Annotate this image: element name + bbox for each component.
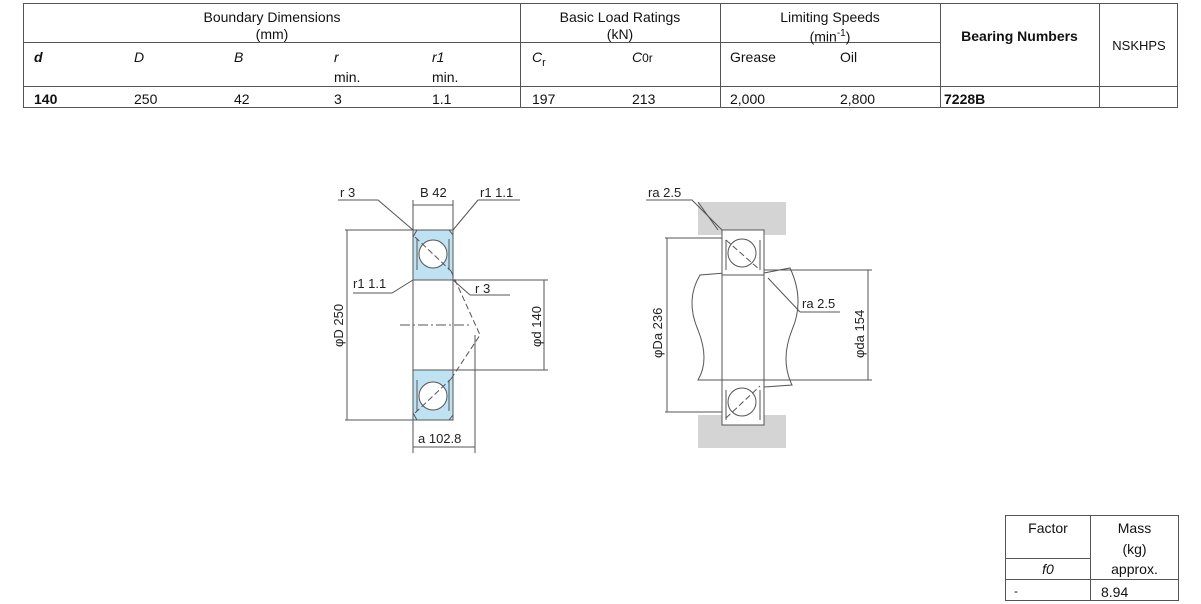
mass-value: 8.94 (1101, 584, 1129, 600)
boundary-dimensions-heading: Boundary Dimensions (203, 9, 341, 25)
label-outer-diameter: φD 250 (331, 303, 346, 347)
label-Da-diameter: φDa 236 (650, 307, 665, 358)
limiting-speeds-unit: $(\min^{-1})$ (809, 28, 851, 45)
col-r1-min: min. (432, 69, 459, 85)
value-D: 250 (134, 91, 158, 107)
divider (1006, 558, 1090, 559)
divider (24, 86, 1177, 87)
value-bearing-number: 7228B (944, 91, 986, 107)
value-cr: 197 (532, 91, 556, 107)
mass-table (1005, 515, 1179, 601)
divider (1099, 4, 1100, 107)
col-cr: $C_r$ (532, 49, 546, 69)
bearing-section-drawing (320, 175, 560, 460)
limiting-speeds-heading: Limiting Speeds (780, 9, 880, 25)
label-da-diameter: φda 154 (852, 309, 867, 358)
label-r-top-left: r 3 (340, 185, 356, 200)
col-D: D (134, 49, 145, 65)
bearing-numbers-heading: Bearing Numbers (961, 28, 1078, 44)
label-r1-mid-left: r1 1.1 (353, 276, 387, 291)
mass-approx: approx. (1111, 561, 1158, 577)
col-r: r (334, 49, 339, 65)
mass-heading: Mass (1117, 520, 1152, 536)
label-ra-top: ra 2.5 (648, 185, 682, 200)
col-d: d (34, 49, 43, 65)
factor-heading: Factor (1028, 520, 1068, 536)
divider (1006, 579, 1178, 580)
bearing-spec-table (23, 3, 1178, 108)
label-ra-mid: ra 2.5 (802, 296, 836, 311)
value-B: 42 (234, 91, 250, 107)
value-grease: 2,000 (730, 91, 766, 107)
value-r1: 1.1 (432, 91, 452, 107)
label-r-mid-right: r 3 (475, 281, 491, 296)
boundary-dimensions-unit: (mm) (255, 26, 289, 42)
divider (940, 4, 941, 107)
label-b-width: B 42 (420, 185, 447, 200)
f0-value: - (1014, 584, 1018, 598)
label-a-dimension: a 102.8 (418, 431, 462, 446)
mounting-drawing (640, 180, 880, 455)
col-oil: Oil (840, 49, 858, 65)
value-r: 3 (334, 91, 342, 107)
col-B: B (234, 49, 244, 65)
label-bore-diameter: φd 140 (529, 306, 544, 347)
col-r1: r1 (432, 49, 445, 65)
col-grease: Grease (730, 49, 776, 65)
f0-heading: f0 (1042, 561, 1054, 577)
mass-unit: (kg) (1122, 541, 1147, 557)
col-r-min: min. (334, 69, 361, 85)
value-d: 140 (34, 91, 58, 107)
load-ratings-unit: (kN) (606, 26, 634, 42)
col-c0r: C0r (632, 49, 653, 65)
value-c0r: 213 (632, 91, 656, 107)
load-ratings-heading: Basic Load Ratings (559, 9, 681, 25)
nskhps-heading: NSKHPS (1112, 38, 1166, 53)
value-oil: 2,800 (840, 91, 876, 107)
label-r1-top-right: r1 1.1 (480, 185, 514, 200)
